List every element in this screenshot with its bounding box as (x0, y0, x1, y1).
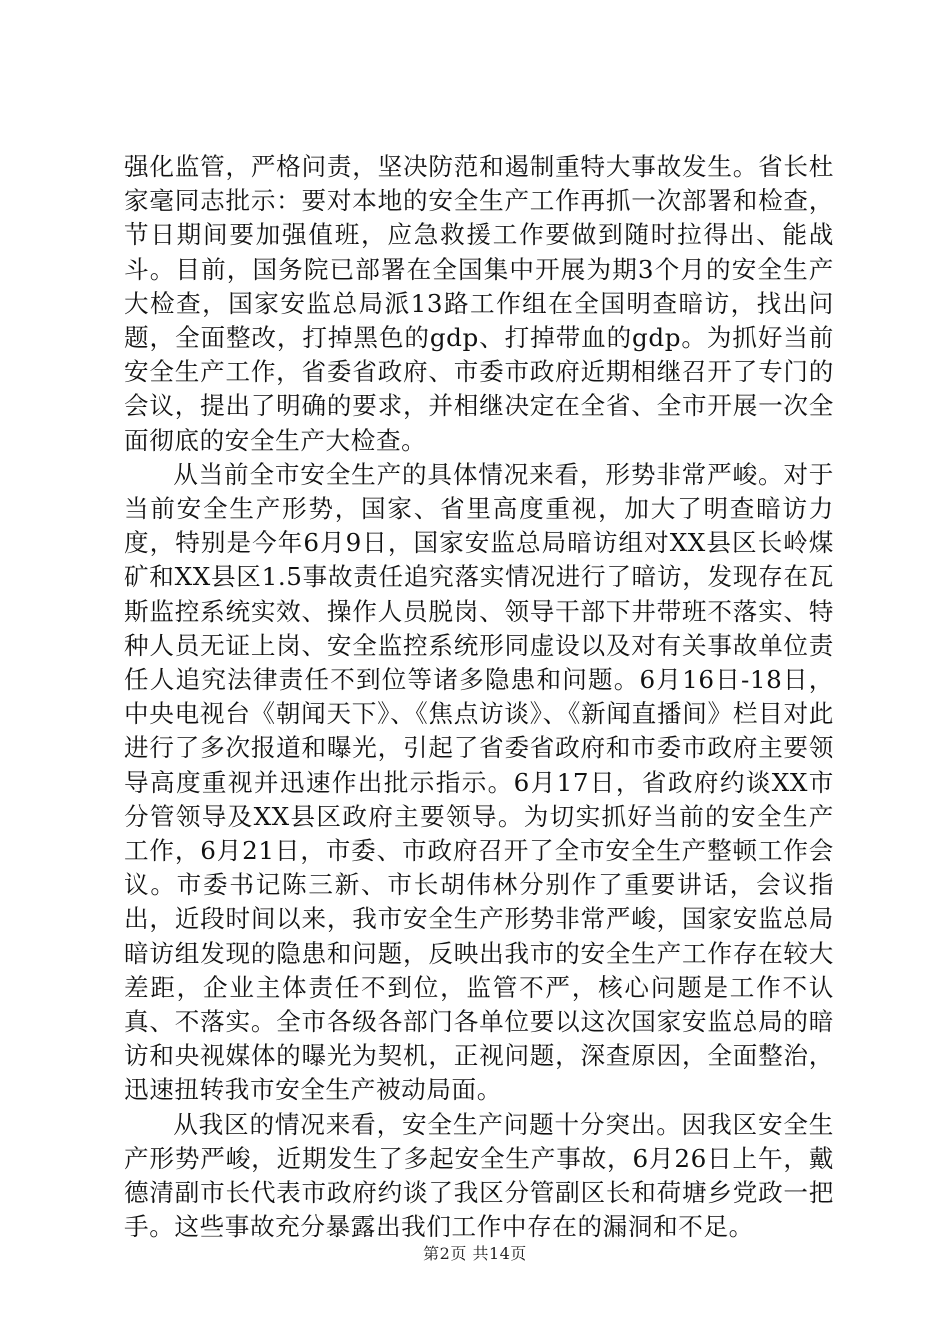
paragraph-2: 从当前全市安全生产的具体情况来看，形势非常严峻。对于当前安全生产形势，国家、省里高度重视，加大了明查暗访力度，特别是今年6月9日，国家安监总局暗访组对XX县区长岭煤矿和XX县区1.5事故责任追究落实情况进行了暗访，发现存在瓦斯监控系统实效、操作人员脱岗、领导干部下井带班不落实、特种人员无证上岗、安全监控系统形同虚设以及对有关事故单位责任人追究法律责任不到位等诸多隐患和问题。6月16日-18日，中央电视台《朝闻天下》、《焦点访谈》、《新闻直播间》栏目对此进行了多次报道和曝光，引起了省委省政府和市委市政府主要领导高度重视并迅速作出批示指示。6月17日，省政府约谈XX市分管领导及XX县区政府主要领导。为切实抓好当前的安全生产工作，6月21日，市委、市政府召开了全市安全生产整顿工作会议。市委书记陈三新、市长胡伟林分别作了重要讲话，会议指出，近段时间以来，我市安全生产形势非常严峻，国家安监总局暗访组发现的隐患和问题，反映出我市的安全生产工作存在较大差距，企业主体责任不到位，监管不严，核心问题是工作不认真、不落实。全市各级各部门各单位要以这次国家安监总局的暗访和央视媒体的曝光为契机，正视问题，深查原因，全面整治，迅速扭转我市安全生产被动局面。 (124, 459, 834, 1105)
page-number-footer: 第2页 共14页 (423, 1244, 527, 1263)
document-body (124, 150, 834, 1245)
paragraph-1: 强化监管，严格问责，坚决防范和遏制重特大事故发生。省长杜家毫同志批示：要对本地的安全生产工作再抓一次部署和检查，节日期间要加强值班，应急救援工作要做到随时拉得出、能战斗。目前，国务院已部署在全国集中开展为期3个月的安全生产大检查，国家安监总局派13路工作组在全国明查暗访，找出问题，全面整改，打掉黑色的gdp、打掉带血的gdp。为抓好当前安全生产工作，省委省政府、市委市政府近期相继召开了专门的会议，提出了明确的要求，并相继决定在全省、全市开展一次全面彻底的安全生产大检查。 (124, 152, 834, 455)
paragraph-3: 从我区的情况来看，安全生产问题十分突出。因我区安全生产形势严峻，近期发生了多起安全生产事故，6月26日上午，戴德清副市长代表市政府约谈了我区分管副区长和荷塘乡党政一把手。这些事故充分暴露出我们工作中存在的漏洞和不足。 (124, 1109, 834, 1242)
